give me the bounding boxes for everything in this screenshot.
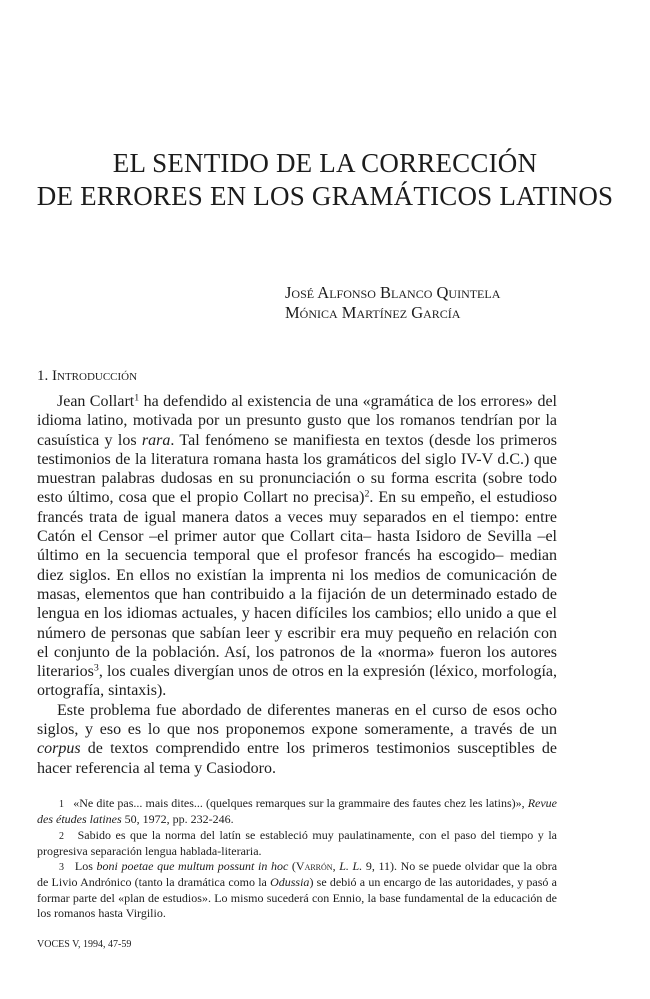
paragraph	[37, 701, 557, 778]
italic-term: corpus	[37, 740, 81, 758]
text-run: Sabido es que la norma del latín se estableció muy paulatinamente, con el paso del tiempo y la progresiva separación lengua hablada-literaria.	[37, 827, 558, 858]
authors	[285, 283, 500, 323]
footnote-2	[37, 828, 557, 860]
section-heading	[37, 368, 137, 385]
text-run: «Ne dite pas... mais dites... (quelques remarques sur la grammaire des fautes chez les latins)»,	[73, 796, 528, 810]
paragraph	[37, 392, 557, 701]
text-run: ,	[332, 859, 340, 874]
text-run: . Tal fenómeno se manifiesta en textos (desde los primeros testimonios de la literatura romana hasta los gramáticos del siglo IV-V d.C.) que muestran palabras dudosas en su pronunciación o su forma escrita (sobre todo esto último, cosa que el propio Collart no precisa)	[37, 431, 557, 507]
text-run: 50, 1972, pp. 232-246.	[121, 812, 234, 827]
body-text	[37, 392, 557, 778]
footnote-1	[37, 796, 557, 828]
footnote-ref: 1	[134, 392, 140, 404]
footnote-3	[37, 859, 557, 921]
text-run: ) se debió a un encargo de las autoridades, y pasó a formar parte del «plan de estudios». Lo mismo sucederá con Ennio, la base fundamental de la educación de los romanos hasta Virgilio.	[37, 875, 557, 921]
text-run: de textos comprendido entre los primeros testimonios susceptibles de hacer referencia al tema y Casiodoro.	[37, 740, 557, 777]
footnote-number: 1	[59, 799, 64, 810]
page-footer: VOCES V, 1994, 47-59	[37, 939, 132, 950]
footnote-number: 2	[59, 830, 64, 842]
article-title	[20, 147, 630, 213]
cited-author: Varrón	[295, 859, 333, 874]
text-run: (	[288, 859, 296, 874]
text-run: Este problema fue abordado de diferentes maneras en el curso de esos ocho siglos, y eso es lo que nos proponemos expone someramente, a través de un	[37, 701, 557, 739]
text-run: . En su empeño, el estudioso francés trata de igual manera datos a veces muy separados en el tiempo: entre Catón el Censor –el primer autor que Collart cita– hasta Isidoro de Sevilla –el último en la secuencia temporal que el profesor francés ha escogido– median diez siglos. En ellos no existían la imprenta ni los medios de comunicación de masas, elementos que han contribuido a la fijación de un determinado estado de lengua en los idiomas actuales, y hacen difíciles los cambios; ello unido a que el número de personas que sabían leer y escribir era muy pequeño en relación con el conjunto de la población. Así, los patronos de la «norma» fueron los autores literarios	[37, 489, 558, 681]
title-line-2: DE ERRORES EN LOS GRAMÁTICOS LATINOS	[36, 181, 614, 211]
italic-term: rara	[141, 431, 171, 449]
cited-work: L. L.	[339, 859, 363, 874]
text-run: 9, 11). No se puede olvidar que la obra de Livio Andrónico (tanto la dramática como la	[37, 859, 558, 890]
section-number: 1.	[37, 368, 49, 384]
text-run: ha defendido al existencia de una «gramática de los errores» del idioma latino, motivada por un presunto gusto que los romanos tendrían por la casuística y los	[37, 393, 557, 449]
footnote-ref: 2	[364, 489, 370, 501]
cited-work: Odussia	[270, 875, 310, 890]
journal-title: Revue des études latines	[37, 796, 557, 827]
footnote-number: 3	[59, 862, 64, 874]
text-run: Jean Collart	[57, 393, 135, 410]
text-run: Los	[74, 859, 97, 874]
text-run: , los cuales divergían unos de otros en la expresión (léxico, morfología, ortografía, sintaxis).	[37, 663, 557, 700]
latin-quote: boni poetae que multum possunt in hoc	[96, 859, 289, 874]
author-1: José Alfonso Blanco Quintela	[285, 283, 501, 302]
section-title: Introducción	[52, 368, 138, 384]
footnotes	[37, 796, 557, 921]
title-line-1: EL SENTIDO DE LA CORRECCIÓN	[112, 148, 538, 178]
author-2: Mónica Martínez García	[285, 303, 461, 322]
footnote-ref: 3	[93, 662, 99, 674]
